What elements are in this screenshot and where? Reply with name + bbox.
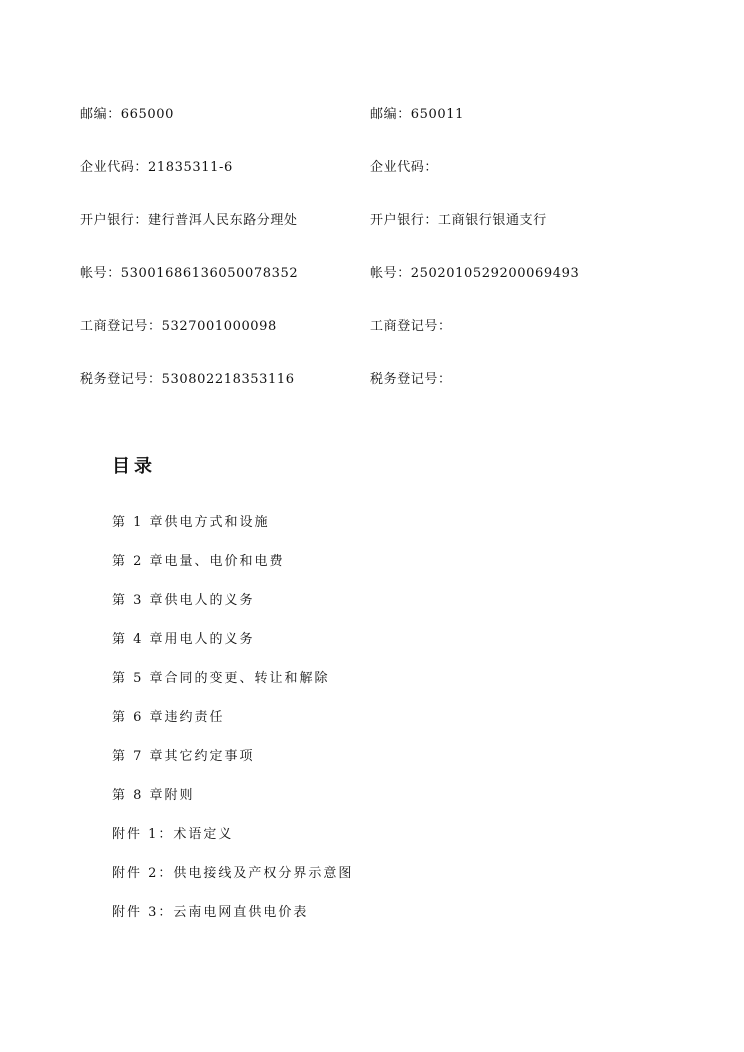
info-row-tax-registration: [80, 371, 680, 424]
info-row-bank: [80, 212, 680, 265]
toc-item-chapter-7[interactable]: 第 7 章其它约定事项: [112, 749, 255, 764]
customer-postcode: 邮编：650011: [370, 107, 465, 122]
supplier-account: 帐号：53001686136050078352: [80, 266, 299, 281]
supplier-postcode: 邮编：665000: [80, 107, 175, 122]
toc-item-appendix-3[interactable]: 附件 3：云南电网直供电价表: [112, 905, 309, 920]
customer-enterprise-code: 企业代码：: [370, 160, 439, 175]
supplier-tax-registration: 税务登记号：530802218353116: [80, 372, 295, 387]
supplier-enterprise-code: 企业代码：21835311-6: [80, 160, 233, 175]
toc-item-chapter-1[interactable]: 第 1 章供电方式和设施: [112, 515, 270, 530]
toc-item-appendix-1[interactable]: 附件 1：术语定义: [112, 827, 234, 842]
toc-item-chapter-5[interactable]: 第 5 章合同的变更、转让和解除: [112, 671, 330, 686]
toc-title: 目录: [112, 456, 156, 477]
company-info-grid: [80, 106, 680, 424]
toc-item-appendix-2[interactable]: 附件 2：供电接线及产权分界示意图: [112, 866, 354, 881]
customer-tax-registration: 税务登记号：: [370, 372, 452, 387]
info-row-postcode: [80, 106, 680, 159]
customer-business-registration: 工商登记号：: [370, 319, 452, 334]
info-row-account: [80, 265, 680, 318]
customer-bank: 开户银行：工商银行银通支行: [370, 213, 547, 228]
info-row-business-registration: [80, 318, 680, 371]
toc-item-chapter-8[interactable]: 第 8 章附则: [112, 788, 195, 803]
supplier-business-registration: 工商登记号：5327001000098: [80, 319, 277, 334]
toc-list: [112, 514, 353, 943]
toc-item-chapter-2[interactable]: 第 2 章电量、电价和电费: [112, 554, 285, 569]
toc-item-chapter-6[interactable]: 第 6 章违约责任: [112, 710, 225, 725]
customer-account: 帐号：2502010529200069493: [370, 266, 580, 281]
toc-item-chapter-3[interactable]: 第 3 章供电人的义务: [112, 593, 255, 608]
toc-item-chapter-4[interactable]: 第 4 章用电人的义务: [112, 632, 255, 647]
supplier-bank: 开户银行：建行普洱人民东路分理处: [80, 213, 298, 228]
info-row-enterprise-code: [80, 159, 680, 212]
